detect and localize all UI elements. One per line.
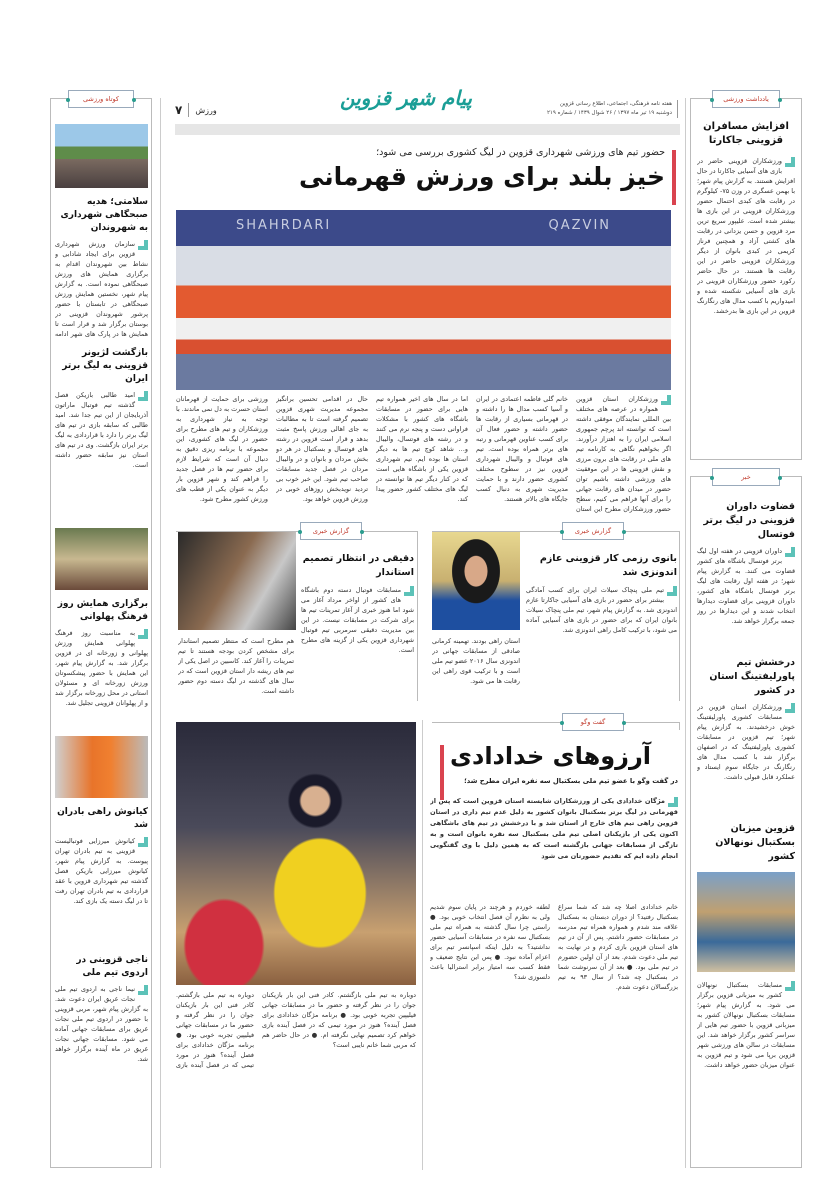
right-item (697, 822, 795, 1130)
article-text: دوباره به تیم ملی بازگشتم. کادر فنی این بار بازیکنان جوان را در نظر گرفته و حضور ما در مسابقات جهانی فیلیپین تجربه خوبی بود. ● برنامه مژگان خدادادی برای فصل آینده؟ هنوز در مورد تیمی که در فصل آینده بازی خواهم کرد تصمیم نهایی نگرفته ام. ● در حال حاضر هم که مربی شما خانم نایبی است؟ (262, 991, 416, 1049)
right-item (697, 656, 795, 812)
article-text-content: مسابقات بسکتبال نونهالان کشور به میزبانی قزوین برگزار می شود. به گزارش پیام شهر؛ مسابقات بسکتبال نونهالان کشور به میزبانی قزوین با حضور تیم هایی از سراسر کشور برگزار خواهد شد. این مسابقات در سالن های ورزشی شهر قزوین برپا می شود و تیم قزوین به عنوان میزبان حضور خواهد داشت. (697, 981, 795, 1069)
headline: قضاوت داوران قزوینی در لیگ برتر فوتسال (703, 501, 795, 540)
logo: پیام شهر قزوین (339, 86, 472, 110)
article-text: ورزشکاران استان قزوین همواره در عرصه های مختلف بین المللی نمایندگان موفقی داشته است که توانسته اند پرچم جمهوری اسلامی ایران را به اهتزاز درآورند. اگر بخواهیم نگاهی به کارنامه تیم های ملی در رقابت های برون مرزی و نقش قزوینی ها در این موفقیت های ورزشی داشته باشیم توان حضور در میدان های رقابت جهانی را برای آنها فراهم می کنیم، سطح حضور ورزشکاران مطرح این استان (576, 395, 671, 513)
headline: درخشش تیم پاورلیفتینگ استان در کشور (709, 657, 795, 696)
article-text (526, 585, 677, 700)
section-tag: یادداشت ورزشی (712, 90, 780, 108)
banoo-photo (432, 532, 520, 630)
section-label (175, 103, 217, 117)
left-stack (55, 124, 148, 1164)
main-story-col: خانم گلی فاطمه اعتمادی در ایران و آسیا کسب مدال ها را داشته و در قهرمانی بسیاری از رقابت ها حضور داشته و حضور فعال آن برای کسب عناوین قهرمانی و رتبه های برتر همراه بوده است. تیم های فوتبال و والیبال شهرداری قزوین نیز در سطوح مختلف کشوری حضور دارند و با حمایت مدیریت شهری به دنبال کسب جایگاه های بالاتر هستند. (476, 395, 568, 503)
interview-title-block (430, 740, 678, 895)
quote-mark-icon (138, 985, 148, 995)
article-text-content: مسابقات فوتبال دسته دوم باشگاه های کشور از اواخر مرداد آغاز می شود اما هنوز خبری از آغاز تمرینات تیم ها برای شرکت در مسابقات نیست. در این بین مدیریت دقیقی سرمربی تیم فوتبال شهرداری قزوین یکی از گزینه های مطرح است. (301, 586, 414, 654)
quote-mark-icon (138, 629, 148, 639)
interview-headline (430, 740, 678, 772)
divider (160, 98, 161, 1168)
quote-mark-icon (138, 837, 148, 847)
header-bar (175, 124, 680, 135)
article-text: کیانوش میرزایی فوتبالیست قزوینی به تیم بادران تهران پیوست. به گزارش پیام شهر، کیانوش میرزایی بازیکن فصل گذشته تیم شهرداری قزوین با عقد قراردادی به تیم بادران تهران رفت تا در لیگ دسته یک بازی کند. (55, 837, 148, 905)
section-tag: گزارش خبری (300, 522, 362, 540)
right-item (697, 500, 795, 646)
left-item (55, 954, 148, 1074)
article-text: ورزشکاران استان قزوین در مسابقات کشوری پاورلیفتینگ خوش درخشیدند. به گزارش پیام شهر؛ تیم قزوین در مسابقات کشوری پاورلیفتینگ که در اصفهان برگزار شد با کسب مدال های رنگارنگ در جایگاه سوم ایستاد و عملکرد قابل قبولی داشت. (697, 703, 795, 781)
headline: برگزاری همایش روز فرهنگ پهلوانی (57, 599, 148, 622)
headline-text: آرزوهای خدادادی (450, 742, 652, 770)
section-tag: خبر (712, 468, 780, 486)
daghighi-photo (178, 532, 296, 630)
article-text-content: تیم ملی پنچاک سیلات ایران برای کسب آمادگی بیشتر برای حضور در بازی های آسیایی جاکارتا عازم اندونزی شد. به گزارش پیام شهر، تیم ملی پنچاک سیلات بانوان ایران که برای حضور در بازی های آسیایی آماده می شود، با ترکیب کامل راهی اندونزی شد. (526, 586, 677, 634)
quote-mark-icon (785, 981, 795, 991)
right-stack-note (697, 120, 795, 454)
page-number: ۷ (175, 103, 183, 117)
article-text: استان راهی بودند. تهمینه کرمانی صادقی از مسابقات جهانی در اندونزی سال ۲۰۱۶ عضو تیم ملی است و با ترکیب قوی راهی این رقابت ها می شود. (432, 637, 520, 685)
article-text: خانم خدادادی اصلا چه شد که شما سراغ بسکتبال رفتید؟ از دوران دبستان به بسکتبال علاقه مند شدم و همواره همراه تیم مدرسه در مسابقات حضور داشتم. پس از آن در تیم های استان قزوین بازی کردم و در نهایت به تیم ملی دعوت شدم. بعد از آن اولین حضورم در تیم ملی بود. ● بعد از آن سرنوشت شما در بسکتبال چه شد؟ از سال ۹۳ به تیم بزرگسالان دعوت شدم. (558, 903, 678, 991)
quote-mark-icon (404, 586, 414, 596)
divider (422, 720, 423, 1170)
article-text: سازمان ورزش شهرداری قزوین برای ایجاد شادابی و نشاط بین شهروندان اقدام به برگزاری همایش های ورزش صبحگاهی نموده است. به گزارش پیام شهر، نخستین همایش ورزش صبحگاهی در تابستان با حضور پرشور شهروندان قزوینی در بوستان برگزار شد و قرار است تا همایش ها در پارک های شهر ادامه (55, 240, 148, 338)
tagline: هفته نامه فرهنگی، اجتماعی، اطلاع رسانی قزوین (559, 101, 672, 107)
article-text (301, 585, 414, 700)
main-story-col (576, 394, 671, 514)
photo-banner-text: QAZVIN (548, 218, 611, 233)
article-text: داوران قزوینی در هفته اول لیگ برتر فوتسال باشگاه های کشور قضاوت می کنند. به گزارش پیام شهر؛ در هفته اول رقابت های لیگ برتر فوتسال باشگاه های کشور، داوران قزوینی برای قضاوت دیدارها انتخاب شدند و این دیدارها در روز جمعه برگزار خواهد شد. (697, 547, 795, 625)
section-tag: گزارش خبری (562, 522, 624, 540)
kianoosh-photo (55, 736, 148, 798)
main-title-block (190, 146, 665, 193)
main-story-col: ورزشی برای حمایت از قهرمانان استان حسرت به دل نمی ماندند. با توجه به نیاز شهرداری به ورزشکاران و تیم های مطرح برای حضور در لیگ های کشوری، این مجموعه با برنامه ریزی دقیق به دنبال آن است که شرایط لازم برای حضور تیم ها در فصل جدید را فراهم کند و شهر قزوین بار دیگر به عنوان یکی از قطب های ورزش کشور مطرح شود. (176, 395, 268, 503)
article-text: لطفه خوردم و هرچند در پایان سوم شدیم ولی به نظرم آن فصل انتخاب خوبی بود. ● راستی چرا سال گذشته به همراه تیم ملی بسکتبال سه نفره در مسابقات آسیایی حضور نداشتید؟ به دلیل اینکه اسپانسر تیم برای اعزام آماده نبود. ● پس این نتایج ضعیف و فقط کسب سه امتیاز برابر استرالیا باعث دلسوزی شد؟ (430, 903, 550, 981)
quote-mark-icon (667, 586, 677, 596)
left-item (55, 347, 148, 520)
main-story-col: اما در سال های اخیر همواره تیم هایی برای حضور در مسابقات باشگاه های کشور با مشکلات فراوانی دست و پنجه نرم می کنند و در رشته های فوتسال، والیبال و… شاهد کوچ تیم ها به دیگر استان ها بوده ایم. تیم شهرداری قزوین یکی از باشگاه هایی است که در کنار دیگر تیم ها توانسته در لیگ های مختلف کشور حضور پیدا کند. (376, 395, 468, 503)
section-tag: کوتاه ورزشی (68, 90, 134, 108)
quote-mark-icon (138, 240, 148, 250)
interview-frame (432, 722, 680, 730)
lead-text: مژگان خدادادی یکی از ورزشکاران شایسته استان قزوین است که پس از قهرمانی در لیگ برتر بسکتبال بانوان کشور به دلیل عدم تیم داری در استان قزوین راهی تیم های خارج از استان شد و با درخشش در تیم های باشگاهی اکنون یکی از بازیکنان اصلی تیم ملی بسکتبال سه نفره بانوان است و به تازگی از مسابقات جهانی بازگشته است که به همین دلیل با وی گفتگویی انجام داده ایم که تقدیم حضورتان می شود (430, 797, 678, 860)
divider (685, 98, 686, 1168)
right-item (697, 120, 795, 436)
quote-mark-icon (661, 395, 671, 405)
headline: ناجی قزوینی در اردوی تیم ملی (76, 955, 148, 978)
accent-bar (672, 150, 676, 205)
quote-mark-icon (785, 157, 795, 167)
section-tag: گفت وگو (562, 713, 624, 731)
headline: قزوین میزبان بسکتبال نونهالان کشور (715, 823, 795, 862)
main-story-col: حال در اقدامی تحسین برانگیز مجموعه مدیریت شهری قزوین تصمیم گرفته است تا به مطالبات به جای اهالی ورزش پاسخ مثبت بدهد و قرار است قزوین در رشته های فوتسال و بسکتبال در هر دو بخش مردان و بانوان و در والیبال مردان در فصل جدید مسابقات صاحب تیم شود. این خبر خوب بی تردید نویدبخش روزهای خوبی در ورزش قزوین خواهد بود. (276, 395, 368, 503)
quote-mark-icon (138, 391, 148, 401)
interview-kicker: در گفت وگو با عضو تیم ملی بسکتبال سه نفره ایران مطرح شد؛ (464, 777, 678, 785)
basketball-kids-photo (697, 872, 795, 972)
left-item (55, 806, 148, 946)
headline: کیانوش راهی بادران شد (57, 807, 148, 830)
basketball-player-photo (176, 722, 416, 985)
daghighi-body (301, 552, 414, 700)
section-name: ورزش (195, 105, 217, 115)
article-text: امید طالبی بازیکن فصل گذشته تیم فوتبال ماراتون آذربایجان از این تیم جدا شد. امید طالبی که سابقه بازی در تیم های لیگ برتر را دارد با قراردادی به لیگ برتر ایران بازگشت. وی در تیم های استان نیز سابقه حضور داشته است. (55, 391, 148, 469)
article-text: دوباره به تیم ملی بازگشتم. کادر فنی این بار بازیکنان جوان را در نظر گرفته و حضور ما در مسابقات جهانی فیلیپین تجربه خوبی بود. ● برنامه مژگان خدادادی برای فصل آینده؟ هنوز در مورد تیمی که در فصل آینده بازی (176, 991, 254, 1069)
headline: دقیقی در انتظار تصمیم استاندار (302, 553, 414, 578)
main-headline: خیز بلند برای ورزش قهرمانی (298, 162, 665, 191)
kicker: حضور تیم های ورزشی شهرداری قزوین در لیگ کشوری بررسی می شود؛ (376, 147, 665, 158)
article-text: ورزشکاران قزوینی حاضر در بازی های آسیایی جاکارتا در حال افزایش هستند. به گزارش پیام شهر؛ با بهمن عسگری در وزن ۷۵- کیلوگرم در رقابت های کبدی احتمال حضور ورزشکاران قزوینی در این بازی ها بیشتر شده است. علیپور سریع ترین مرد قزوین و حسن یزدانی در رقابت های کشتی آزاد و همچنین فرناز کریمی در کبدی بانوان از دیگر ورزشکاران قزوینی حاضر در این رقابت ها هستند. در حال حاضر رکورد حضور ورزشکاران قزوینی در بازی های آسیایی شکسته شده و امیدواریم با کسب مدال های رنگارنگ قزوین در این بازی ها بدرخشد. (697, 157, 795, 315)
headline: سلامتی؛ هدیه صبحگاهی شهرداری به شهروندان (60, 197, 148, 233)
article-text: به مناسبت روز فرهنگ پهلوانی همایش ورزش پهلوانی و زورخانه ای در قزوین برگزار شد. به گزارش پیام شهر، این همایش با حضور پیشکسوتان ورزش زورخانه ای و مسئولان استانی در محل زورخانه برگزار شد و از پهلوانان قزوینی تجلیل شد. (55, 629, 148, 707)
morning-exercise-photo (55, 124, 148, 188)
right-stack-news (697, 500, 795, 1162)
quote-mark-icon (668, 797, 678, 807)
headline: افزایش مسافران قزوینی جاکارتا (703, 121, 789, 146)
article-text: هم مطرح است که منتظر تصمیم استاندار برای مشخص کردن بودجه هستند تا تیم تمرینات را آغاز کند. کاسبین در اصل یکی از تیم های ریشه دار استان قزوین است که در سال های گذشته در لیگ دسته دوم حضور داشته است. (178, 637, 294, 695)
banoo-body (526, 552, 677, 700)
left-item (55, 196, 148, 339)
headline: بازگشت لژیونر قزوینی به لیگ برتر ایران (62, 348, 148, 384)
dateline: دوشنبه ۱۹ تیر ماه ۱۳۹۷ / ۲۶ شوال ۱۴۳۹ / شماره ۲۱۹ (546, 110, 672, 116)
article-text (697, 980, 795, 1130)
pahlavani-photo (55, 528, 148, 590)
masthead-info (500, 100, 678, 118)
headline: بانوی رزمی کار قزوینی عازم اندونزی شد (539, 553, 677, 578)
interview-lead (430, 796, 678, 895)
photo-banner-text: SHAHRDARI (236, 218, 332, 233)
article-text: نیما ناجی به اردوی تیم ملی نجات غریق ایران دعوت شد. به گزارش پیام شهر، مربی قزوینی با حضور در اردوی تیم ملی نجات غریق برای مسابقات جهانی آماده می شود. مسابقات جهانی نجات غریق در ماه آینده برگزار خواهد شد. (55, 985, 148, 1063)
left-item (55, 598, 148, 728)
quote-mark-icon (785, 547, 795, 557)
quote-mark-icon (785, 703, 795, 713)
team-photo (176, 210, 671, 390)
